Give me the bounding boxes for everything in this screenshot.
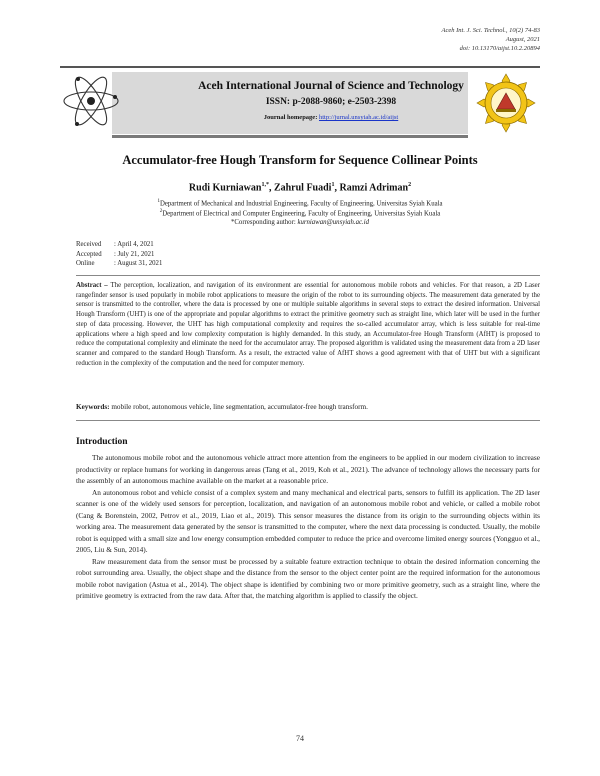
keywords-label: Keywords:: [76, 403, 110, 411]
introduction-body: [76, 452, 540, 602]
date-received: [76, 240, 162, 250]
banner-bottom-shadow: [112, 135, 468, 138]
affiliation-sup: 2: [159, 209, 163, 214]
abstract-text: The perception, localization, and navigation of its environment are essential for autonomous mobile robots and vehicles. For that reason, a 2D Laser rangefinder sensor is used popularly in mobile robot applications to measure the origin of the robot to its surrounding objects. The measurement data generated by the sensor is transmitted to the controller, where the data is processed by one or multiple suitable algorithms in several steps to extract the desired information. Universal Hough Transform (UHT) is one of the appropriate and popular algorithms to extract the primitive geometry such as straight line, which later will be used in the further step of data processing. However, the UHT has high computational complexity and requires the so-called accumulator array, which is less suitable for real-time applications where a high speed and low complexity computation is highly demanded. In this study, an Accumulator-free Hough Transform (AfHT) is proposed to reduce the computational complexity and eliminate the need for the accumulator array. The proposed algorithm is validated using the measurement data from a 2D laser scanner and compared to the standard Hough Transform. As a result, the extracted value of AfHT shows a good agreement with that of UHT but with a significant reduction in the complexity of the computation and the need for computer memory.: [76, 282, 540, 367]
affiliation-sup: 1: [157, 199, 160, 204]
citation-doi: doi: 10.13170/aijst.10.2.20894: [459, 45, 540, 52]
affiliation-text: Department of Electrical and Computer Engineering, Faculty of Engineering, Universitas Syiah Kuala: [162, 210, 441, 218]
journal-name: Aceh International Journal of Science and Technology: [198, 80, 464, 92]
abstract-label: Abstract –: [76, 282, 108, 289]
citation-date: August, 2021: [505, 36, 540, 43]
date-value: : August 31, 2021: [114, 260, 163, 267]
date-label: Online: [76, 260, 95, 267]
keywords-text: mobile robot, autonomous vehicle, line segmentation, accumulator-free hough transform.: [111, 403, 368, 411]
keywords: [76, 403, 540, 411]
author-name: Rudi Kurniawan: [188, 182, 262, 194]
citation-block: [442, 26, 541, 53]
affiliation-2: [60, 209, 540, 217]
journal-banner: [60, 66, 540, 138]
paragraph: The autonomous mobile robot and the autonomous vehicle attract more attention from the engineers to be applied in our modern civilization to increase productivity or replace humans for working in dangerous areas (Tang et al., 2019, Koh et al., 2021). The advance of technology allows the necessary parts for the assembly of an autonomous machine available on the market at a reasonable price.: [76, 453, 540, 485]
author-sup: 1: [331, 182, 335, 188]
article-dates: [76, 240, 162, 269]
abstract-top-rule: [76, 275, 540, 276]
abstract: [76, 281, 540, 368]
corresponding-label: *Corresponding author:: [230, 219, 296, 226]
corresponding-author: [60, 219, 540, 226]
homepage-link[interactable]: http://jurnal.unsyiah.ac.id/aijst: [318, 114, 399, 121]
paragraph: Raw measurement data from the sensor must be processed by a suitable feature extraction technique to obtain the desired information concerning the robot surrounding area. Usually, the object shape and the distance from the sensor to the object center point are the required information for the autonomous mobile robot navigation (Astua et al., 2014). The object shape is identified by combining two or more primitive geometry, such as a straight line, where the primitive geometry is extracted from the raw data. After that, the matching algorithm is applied to classify the object.: [76, 556, 540, 600]
date-online: [76, 259, 162, 269]
paragraph: An autonomous robot and vehicle consist of a complex system and many mechanical and electrical parts, sensors to fulfill its application. The 2D laser scanner is one of the widely used sensors for perception, localization, and navigation of an autonomous mobile robot and vehicle, or called a mobile robot (Cang & Borenstein, 2002, Petrov et al., 2019, Liao et al., 2019). This sensor measures the distance from its origin to the surrounding objects within its working area. The measurement data generated by the sensor is transmitted to the computer, where the next data processing is conducted. Usually, the mobile robot is equipped with a small size and low energy consumption embedded computer to reduce the price and overcome limited energy sources (Yongguo et al., 2005, Liu & Sun, 2014).: [76, 487, 540, 554]
date-label: Accepted: [76, 250, 102, 258]
corresponding-email[interactable]: kurniawan@unsyiah.ac.id: [297, 219, 370, 226]
homepage-label: Journal homepage:: [263, 114, 318, 121]
date-accepted: [76, 250, 162, 260]
journal-issn: ISSN: p-2088-9860; e-2503-2398: [265, 97, 397, 107]
page-number: 74: [296, 734, 304, 743]
author-name: Zahrul Fuadi: [273, 182, 332, 194]
university-seal-icon: [476, 72, 536, 134]
date-value: : April 4, 2021: [114, 241, 154, 248]
author-sup: 2: [408, 182, 412, 188]
banner-top-rule: [60, 66, 540, 68]
section-heading-introduction: Introduction: [76, 437, 128, 447]
date-value: : July 21, 2021: [114, 250, 155, 258]
author-name: Ramzi Adriman: [339, 182, 409, 194]
paper-title: Accumulator-free Hough Transform for Sequence Collinear Points: [122, 153, 478, 167]
author-list: Rudi Kurniawan$^{1,*}$, Zahrul Fuadi$^1$, Ramzi Adriman$^2$: [188, 182, 412, 194]
author-sup: 1,*: [261, 182, 269, 188]
affiliation-text: Department of Mechanical and Industrial Engineering, Faculty of Engineering, Universitas Syiah Kuala: [159, 200, 443, 208]
abstract-bottom-rule: [76, 420, 540, 421]
atom-logo-icon: [60, 68, 122, 134]
date-label: Received: [76, 241, 102, 248]
citation-journal: Aceh Int. J. Sci. Technol., 10(2) 74-83: [441, 27, 540, 34]
affiliation-1: [60, 199, 540, 207]
